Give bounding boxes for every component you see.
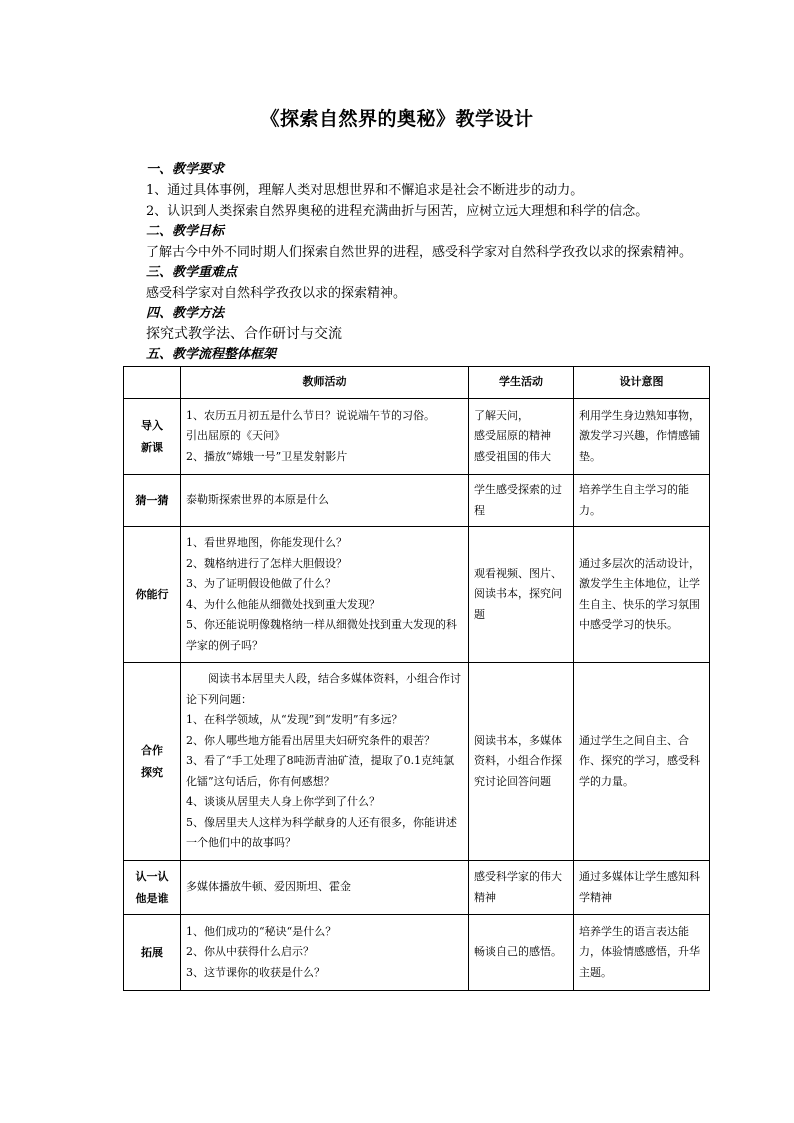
teacher-activity: 泰勒斯探索世界的本原是什么: [181, 475, 469, 527]
lesson-flow-table: [123, 366, 710, 991]
section-heading: 三、教学重难点: [146, 265, 238, 280]
table-row: [124, 527, 710, 663]
student-activity: 畅谈自己的感悟。: [469, 915, 574, 991]
section-requirements: [146, 160, 716, 365]
page-title: 《探索自然界的奥秘》教学设计: [260, 108, 534, 130]
row-label: 认一认 他是谁: [124, 861, 181, 915]
section-heading: 二、教学目标: [146, 224, 225, 239]
table-header: 教师活动: [181, 367, 469, 399]
paragraph: 了解古今中外不同时期人们探索自然世界的进程，感受科学家对自然科学孜孜以求的探索精神。: [146, 245, 693, 260]
teacher-activity: 多媒体播放牛顿、爱因斯坦、霍金: [181, 861, 469, 915]
section-heading: 五、教学流程整体框架: [146, 347, 277, 362]
teacher-activity: 1、农历五月初五是什么节日？说说端午节的习俗。 引出屈原的《天问》 2、播放“嫦娥一号”卫星发射影片: [181, 399, 469, 475]
design-intent: 培养学生的语言表达能力，体验情感感悟，升华主题。: [574, 915, 710, 991]
table-header: 设计意图: [574, 367, 710, 399]
table-row: [124, 915, 710, 991]
design-intent: 通过多层次的活动设计，激发学生主体地位，让学生自主、快乐的学习氛围中感受学习的快乐。: [574, 527, 710, 663]
table-row: [124, 399, 710, 475]
paragraph: 探究式教学法、合作研讨与交流: [146, 326, 342, 342]
table-header-row: [124, 367, 710, 399]
student-activity: 感受科学家的伟大精神: [469, 861, 574, 915]
design-intent: 培养学生自主学习的能力。: [574, 475, 710, 527]
table-header: [124, 367, 181, 399]
paragraph: 2、认识到人类探索自然界奥秘的进程充满曲折与困苦，应树立远大理想和科学的信念。: [146, 204, 649, 219]
section-heading: 四、教学方法: [146, 306, 225, 321]
row-label: 导入 新课: [124, 399, 181, 475]
design-intent: 通过多媒体让学生感知科学精神: [574, 861, 710, 915]
student-activity: 阅读书本，多媒体资料，小组合作探究讨论回答问题: [469, 663, 574, 861]
teacher-activity: 阅读书本居里夫人段，结合多媒体资料，小组合作讨论下列问题： 1、在科学领域，从“发现”到“发明”有多远？ 2、你人哪些地方能看出居里夫妇研究条件的艰苦？ 3、看了“手工处理了8吨沥青油矿渣，提取了0.1克纯氯化镭”这句话后，你有何感想？ 4、谈谈从居里夫人身上你学到了什么？ 5、像居里夫人这样为科学献身的人还有很多，你能讲述一个他们中的故事吗？: [181, 663, 469, 861]
row-label: 合作 探究: [124, 663, 181, 861]
design-intent: 通过学生之间自主、合作、探究的学习，感受科学的力量。: [574, 663, 710, 861]
teacher-activity: 1、他们成功的“秘诀“是什么？ 2、你从中获得什么启示？ 3、这节课你的收获是什么？: [181, 915, 469, 991]
student-activity: 了解天问， 感受屈原的精神 感受祖国的伟大: [469, 399, 574, 475]
student-activity: 学生感受探索的过程: [469, 475, 574, 527]
row-label: 你能行: [124, 527, 181, 663]
section-heading: 一、教学要求: [146, 162, 225, 177]
row-label: 拓展: [124, 915, 181, 991]
table-row: [124, 663, 710, 861]
table-header: 学生活动: [469, 367, 574, 399]
table-row: [124, 475, 710, 527]
table-row: [124, 861, 710, 915]
paragraph: 1、通过具体事例，理解人类对思想世界和不懈追求是社会不断进步的动力。: [146, 183, 584, 198]
paragraph: 感受科学家对自然科学孜孜以求的探索精神。: [146, 286, 407, 301]
student-activity: 观看视频、图片、阅读书本，探究问题: [469, 527, 574, 663]
row-label: 猜一猜: [124, 475, 181, 527]
teacher-activity: 1、看世界地图，你能发现什么？ 2、魏格纳进行了怎样大胆假设？ 3、为了证明假设他做了什么？ 4、为什么他能从细微处找到重大发现？ 5、你还能说明像魏格纳一样从细微处找到重大发现的科学家的例子吗？: [181, 527, 469, 663]
design-intent: 利用学生身边熟知事物，激发学习兴趣，作情感铺垫。: [574, 399, 710, 475]
